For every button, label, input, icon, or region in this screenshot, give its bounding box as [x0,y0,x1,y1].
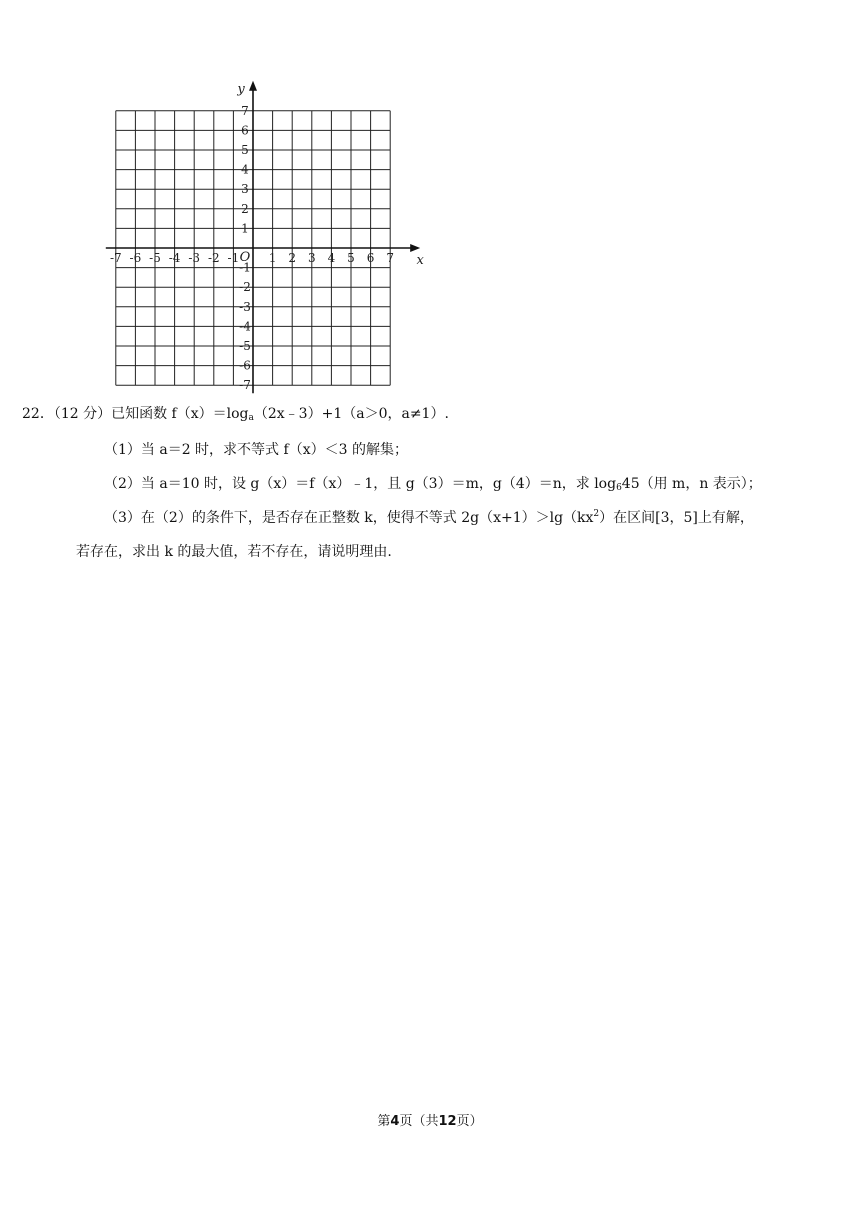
x-tick-label: -2 [207,251,220,265]
y-tick-label: 3 [241,182,249,197]
part-3-text-line-2: 若存在，求出 k 的最大值，若不存在，请说明理由. [76,544,392,560]
y-tick-label: 7 [241,103,249,118]
part-3-exponent: 2 [593,509,600,519]
footer-prefix: 第 [377,1114,391,1129]
x-tick-label: 1 [268,251,277,265]
y-tick-label: -2 [239,280,251,295]
footer-middle: 页（共 [399,1114,439,1129]
question-number: 22． [22,406,54,422]
x-tick-label: 7 [386,251,395,265]
y-tick-label: 5 [241,143,249,157]
question-22-part-3 [104,508,754,528]
footer-total-pages: 12 [438,1114,457,1129]
origin-label: O [239,250,251,265]
y-tick-label: -6 [239,358,251,373]
x-tick-label: 6 [366,251,375,265]
y-tick-label: -4 [239,319,251,334]
stem-rest: （2x﹣3）+1（a＞0，a≠1）. [253,406,449,422]
question-22-part-1 [104,440,408,460]
y-tick-label: -7 [239,378,251,393]
y-tick-label: 2 [241,201,249,216]
y-tick-label: 4 [241,162,249,177]
part-1-text: （1）当 a＝2 时，求不等式 f（x）＜3 的解集； [104,442,408,458]
page-footer [0,1110,860,1129]
y-axis-arrow-icon [249,81,257,91]
part-2-log-base: 6 [616,483,622,493]
part-2-text-post: 45（用 m，n 表示）； [621,476,762,492]
question-22-part-2 [104,474,762,494]
x-tick-label: 4 [327,251,336,265]
footer-suffix: 页） [456,1114,483,1129]
coordinate-grid [100,76,430,398]
footer-page-number: 4 [390,1114,400,1129]
question-score: （12 分） [53,406,112,422]
x-tick-label: -3 [188,251,201,265]
y-tick-label: -5 [239,339,251,353]
x-tick-label: 3 [307,251,316,265]
x-axis-arrow-icon [410,244,420,252]
stem-function: f（x）＝log [171,406,249,422]
y-axis-label: y [237,81,245,97]
stem-log-base: a [248,413,254,423]
x-tick-label: 2 [288,251,297,265]
part-2-text-pre: （2）当 a＝10 时，设 g（x）＝f（x）﹣1，且 g（3）＝m，g（4）＝n，求 log [104,476,617,492]
part-3-text-post: ）在区间[3，5]上有解， [599,510,754,526]
y-tick-label: -3 [239,299,251,314]
part-3-text-pre: （3）在（2）的条件下，是否存在正整数 k，使得不等式 2g（x+1）＞lg（kx [104,510,594,526]
y-tick-label: -1 [239,260,251,275]
x-tick-label: -7 [109,251,122,265]
stem-prefix: 已知函数 [111,406,172,422]
y-tick-label: 6 [241,123,249,138]
x-axis-label: x [416,253,424,268]
question-22-part-3-line-2 [76,542,392,562]
x-tick-label: -4 [168,251,181,265]
x-tick-label: -1 [227,251,240,265]
question-22-stem [22,404,449,424]
x-tick-label: -6 [129,251,142,265]
x-tick-label: 5 [347,251,355,265]
y-tick-label: 1 [241,221,249,236]
x-tick-label: -5 [149,251,161,265]
coordinate-grid-svg [100,76,430,398]
